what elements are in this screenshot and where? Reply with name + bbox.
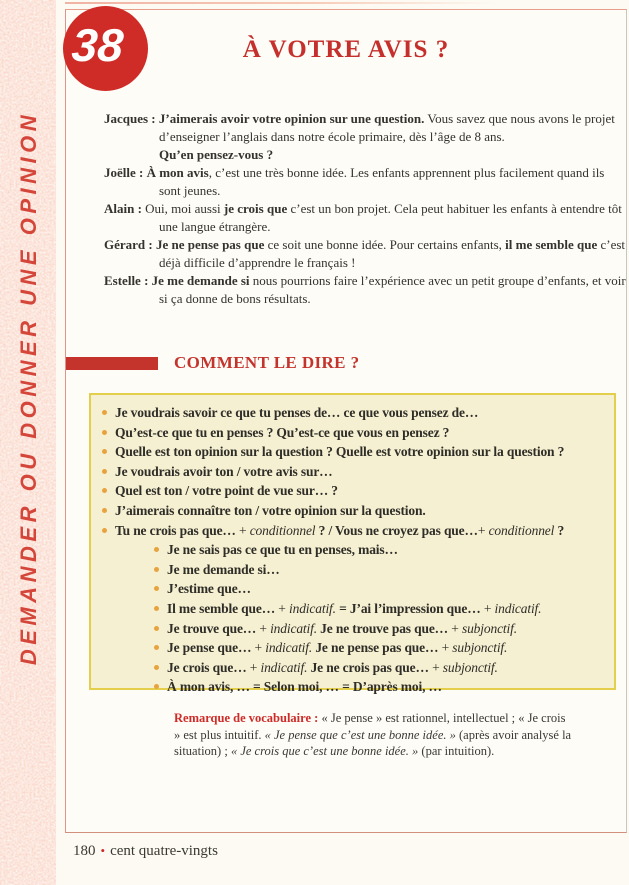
phrase-item: [102, 403, 609, 423]
phrase-text: Je voudrais avoir ton / votre avis sur…: [115, 463, 333, 479]
phrase-text: Il me semble que… + indicatif. = J’ai l’impression que… + indicatif.: [167, 600, 542, 616]
bullet-icon: [154, 626, 159, 631]
phrase-item: [102, 462, 609, 482]
phrase-text: Tu ne crois pas que… + conditionnel ? / Vous ne croyez pas que…+ conditionnel ?: [115, 522, 565, 538]
speaker-name: Joëlle :: [104, 165, 147, 180]
content-frame: [65, 9, 627, 833]
unit-number: 38: [70, 19, 125, 71]
phrase-item: [102, 521, 609, 541]
red-bar-divider: [66, 357, 158, 370]
phrase-text: Je me demande si…: [167, 561, 280, 577]
dialogue-text: J’aimerais avoir votre opinion sur une question. Vous savez que nous avons le projet d’enseigner l’anglais dans notre école primaire, dès l’âge de 8 ans. Qu’en pensez-vous ?: [158, 111, 615, 162]
dialogue-text: Oui, moi aussi je crois que c’est un bon projet. Cela peut habituer les enfants à entendre tôt une langue étrangère.: [145, 201, 622, 234]
bullet-icon: [154, 586, 159, 591]
bullet-icon: [102, 449, 107, 454]
bullet-icon: [102, 488, 107, 493]
page-number: 180: [73, 843, 96, 859]
phrase-text: Quelle est ton opinion sur la question ? Quelle est votre opinion sur la question ?: [115, 444, 565, 460]
phrase-text: Je trouve que… + indicatif. Je ne trouve pas que… + subjonctif.: [167, 620, 517, 636]
phrase-item: [102, 501, 609, 521]
bullet-icon: [154, 547, 159, 552]
dialogue-section: [104, 110, 626, 308]
dialogue-line: [104, 200, 626, 236]
bullet-icon: [154, 665, 159, 670]
speaker-name: Gérard :: [104, 237, 156, 252]
phrase-item: [154, 619, 609, 639]
phrase-text: Je pense que… + indicatif. Je ne pense pas que… + subjonctif.: [167, 640, 508, 656]
phrase-item: [154, 560, 609, 580]
bullet-icon: [154, 684, 159, 689]
bullet-icon: [102, 430, 107, 435]
dialogue-text: À mon avis, c’est une très bonne idée. Les enfants apprennent plus facilement quand ils sont jeunes.: [146, 165, 605, 198]
vocabulary-remark: Remarque de vocabulaire : « Je pense » est rationnel, intellectuel ; « Je crois » est plus intuitif. « Je pense que c’est une bonne idée. » (après avoir analysé la situation) ; « Je crois que c’est une bonne idée. » (par intuition).: [174, 711, 572, 758]
dialogue-line: [104, 110, 626, 164]
speaker-name: Alain :: [104, 201, 146, 216]
phrase-item: [154, 638, 609, 658]
phrase-text: Je ne sais pas ce que tu en penses, mais…: [167, 542, 398, 558]
phrase-text: J’estime que…: [167, 581, 251, 597]
dialogue-line: [104, 164, 626, 200]
how-to-say-header: [66, 354, 359, 372]
chapter-title-vertical: DEMANDER OU DONNER UNE OPINION: [16, 110, 41, 666]
phrase-item: [154, 599, 609, 619]
page-top-edge: [65, 2, 495, 4]
speaker-name: Estelle :: [104, 273, 152, 288]
phrase-text: J’aimerais connaître ton / votre opinion sur la question.: [115, 502, 426, 518]
phrase-item: [102, 481, 609, 501]
phrase-item: [102, 423, 609, 443]
bullet-icon: [154, 567, 159, 572]
phrase-item: [102, 442, 609, 462]
speaker-name: Jacques :: [104, 111, 159, 126]
dialogue-line: [104, 236, 626, 272]
phrase-item: [154, 540, 609, 560]
phrase-list: [102, 403, 609, 697]
phrase-item: [154, 579, 609, 599]
page-footer: [73, 843, 218, 860]
phrase-box: [89, 393, 616, 695]
bullet-icon: [102, 410, 107, 415]
dialogue-line: [104, 272, 626, 308]
dialogue-text: Je me demande si nous pourrions faire l’expérience avec un petit groupe d’enfants, et voir si ça donne de bons résultats.: [151, 273, 626, 306]
phrase-item: [154, 677, 609, 697]
page-number-words: cent quatre-vingts: [110, 843, 218, 859]
page-title: À VOTRE AVIS ?: [242, 36, 450, 63]
phrase-text: Je voudrais savoir ce que tu penses de… ce que vous pensez de…: [115, 405, 479, 420]
phrase-text: À mon avis, … = Selon moi, … = D’après moi, …: [167, 679, 442, 695]
bullet-icon: [154, 606, 159, 611]
bullet-icon: [102, 528, 107, 533]
bullet-icon: [102, 508, 107, 513]
bullet-icon: [102, 469, 107, 474]
dialogue-text: Je ne pense pas que ce soit une bonne idée. Pour certains enfants, il me semble que c’est déjà difficile d’apprendre le français !: [155, 237, 626, 270]
chapter-side-band: [0, 0, 56, 885]
bullet-icon: [154, 645, 159, 650]
phrase-text: Qu’est-ce que tu en penses ? Qu’est-ce que vous en pensez ?: [115, 424, 450, 440]
phrase-text: Quel est ton / votre point de vue sur… ?: [115, 483, 338, 499]
section-heading: COMMENT LE DIRE ?: [174, 353, 360, 372]
phrase-text: Je crois que… + indicatif. Je ne crois pas que… + subjonctif.: [167, 659, 498, 675]
bullet-separator-icon: •: [100, 843, 106, 858]
phrase-item: [154, 658, 609, 678]
